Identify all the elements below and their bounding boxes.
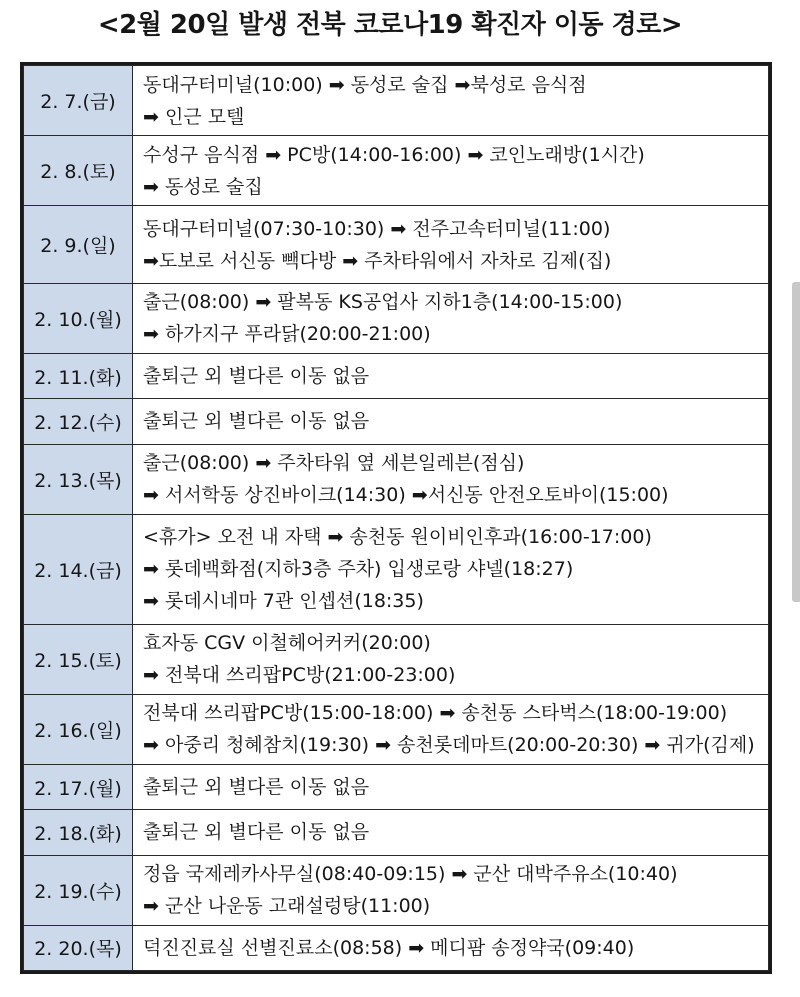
route-line: ➡ 롯데백화점(지하3층 주차) 입생로랑 샤넬(18:27) xyxy=(143,558,574,581)
route-line: 정읍 국제레카사무실(08:40-09:15) ➡ 군산 대박주유소(10:40) xyxy=(143,863,678,886)
route-line: 전북대 쓰리팝PC방(15:00-18:00) ➡ 송천동 스타벅스(18:00-19:00) xyxy=(143,702,728,725)
route-line: 출퇴근 외 별다른 이동 없음 xyxy=(143,776,370,799)
page-title: <2월 20일 발생 전북 코로나19 확진자 이동 경로> xyxy=(97,10,683,40)
route-line: ➡ 군산 나운동 고래설렁탕(11:00) xyxy=(143,895,431,918)
route-cell xyxy=(133,925,769,970)
table-row xyxy=(24,283,769,353)
route-line: ➡ 전북대 쓰리팝PC방(21:00-23:00) xyxy=(143,664,456,687)
route-cell xyxy=(133,514,769,624)
route-cell xyxy=(133,444,769,514)
route-table-body xyxy=(24,66,769,971)
date-cell: 2. 19.(수) xyxy=(24,855,133,925)
route-cell xyxy=(133,855,769,925)
route-line: ➡ 동성로 술집 xyxy=(143,175,263,198)
table-row xyxy=(24,353,769,398)
route-cell xyxy=(133,136,769,206)
route-line: 덕진진료실 선별진료소(08:58) ➡ 메디팜 송정약국(09:40) xyxy=(143,936,635,959)
date-cell: 2. 18.(화) xyxy=(24,810,133,855)
route-line: ➡ 하가지구 푸라닭(20:00-21:00) xyxy=(143,323,431,346)
route-cell xyxy=(133,283,769,353)
route-line: ➡ 롯데시네마 7관 인셉션(18:35) xyxy=(143,590,424,613)
route-line: 수성구 음식점 ➡ PC방(14:00-16:00) ➡ 코인노래방(1시간) xyxy=(143,143,645,166)
route-line: 효자동 CGV 이철헤어커커(20:00) xyxy=(143,632,431,655)
date-cell: 2. 16.(일) xyxy=(24,694,133,764)
route-line: ➡ 아중리 청혜참치(19:30) ➡ 송천롯데마트(20:00-20:30) ➡ 귀가(김제) xyxy=(143,734,755,757)
scrollbar[interactable] xyxy=(792,282,800,602)
table-row xyxy=(24,694,769,764)
date-cell: 2. 8.(토) xyxy=(24,136,133,206)
route-cell xyxy=(133,810,769,855)
table-row xyxy=(24,66,769,136)
table-row xyxy=(24,399,769,444)
route-cell xyxy=(133,764,769,809)
route-cell xyxy=(133,66,769,136)
route-line: ➡ 인근 모텔 xyxy=(143,105,245,128)
date-cell: 2. 20.(목) xyxy=(24,925,133,970)
route-line: 동대구터미널(10:00) ➡ 동성로 술집 ➡북성로 음식점 xyxy=(143,73,587,96)
date-cell: 2. 9.(일) xyxy=(24,206,133,284)
date-cell: 2. 7.(금) xyxy=(24,66,133,136)
route-cell xyxy=(133,694,769,764)
route-cell xyxy=(133,206,769,284)
date-cell: 2. 17.(월) xyxy=(24,764,133,809)
date-cell: 2. 13.(목) xyxy=(24,444,133,514)
route-table xyxy=(20,62,772,974)
route-cell xyxy=(133,353,769,398)
route-line: 출근(08:00) ➡ 팔복동 KS공업사 지하1층(14:00-15:00) xyxy=(143,291,623,314)
route-line: 출퇴근 외 별다른 이동 없음 xyxy=(143,821,370,844)
date-cell: 2. 15.(토) xyxy=(24,624,133,694)
route-line: 동대구터미널(07:30-10:30) ➡ 전주고속터미널(11:00) xyxy=(143,217,611,240)
table-row xyxy=(24,444,769,514)
table-row xyxy=(24,925,769,970)
table-row xyxy=(24,855,769,925)
route-line: 출퇴근 외 별다른 이동 없음 xyxy=(143,410,370,433)
table-row xyxy=(24,206,769,284)
table-row xyxy=(24,136,769,206)
table-row xyxy=(24,764,769,809)
route-line: 출퇴근 외 별다른 이동 없음 xyxy=(143,365,370,388)
route-line: <휴가> 오전 내 자택 ➡ 송천동 원이비인후과(16:00-17:00) xyxy=(143,526,652,549)
route-cell xyxy=(133,624,769,694)
route-line: 출근(08:00) ➡ 주차타워 옆 세븐일레븐(점심) xyxy=(143,452,525,475)
route-line: ➡ 서서학동 상진바이크(14:30) ➡서신동 안전오토바이(15:00) xyxy=(143,484,669,507)
table-row xyxy=(24,810,769,855)
table-row xyxy=(24,624,769,694)
route-cell xyxy=(133,399,769,444)
date-cell: 2. 14.(금) xyxy=(24,514,133,624)
route-line: ➡도보로 서신동 빽다방 ➡ 주차타워에서 자차로 김제(집) xyxy=(143,249,612,272)
table-row xyxy=(24,514,769,624)
date-cell: 2. 12.(수) xyxy=(24,399,133,444)
date-cell: 2. 10.(월) xyxy=(24,283,133,353)
date-cell: 2. 11.(화) xyxy=(24,353,133,398)
